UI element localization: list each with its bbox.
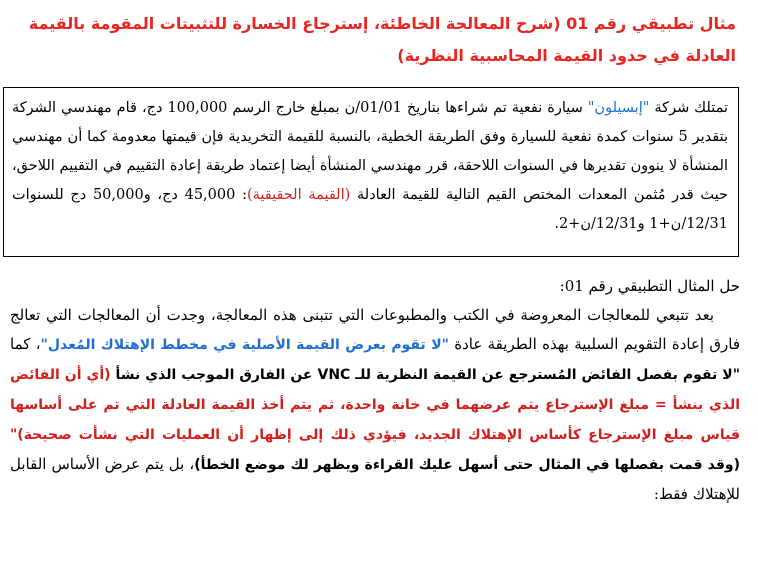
solution-text-1: بعد تتبعي للمعالجات المعروضة في الكتب والمطبوعات التي تتبنى هذه المعالجة، وجدت أن المعالجات التي تعالج فارق إعادة التقويم السلبية بهذه الطريقة عادة (10, 306, 741, 353)
problem-statement-box (3, 87, 739, 257)
solution-bold-note: (وقد قمت بفصلها في المثال حتى أسهل عليك القراءة ويظهر لك موضع الخطأ) (194, 457, 740, 473)
solution-highlight-blue: "لا تقوم بعرض القيمة الأصلية في مخطط الإهتلاك المُعدل" (40, 337, 449, 353)
solution-paragraph (10, 301, 740, 509)
solution-bold-statement: "لا تقوم بفصل الفائض المُسترجع عن القيمة النظرية للـ VNC عن الفارق الموجب الذي نشأ (115, 367, 740, 383)
solution-section (10, 272, 740, 509)
solution-text-4: ، بل يتم عرض الأساس القابل للإهتلاك فقط: (10, 455, 740, 503)
problem-text-3: : 45,000 دج، و50,000 دج للسنوات 12/31/ن+1 و12/31/ن+2. (12, 187, 728, 232)
solution-red-explanation: (أي أن الفائض الذي ينشأ = مبلغ الإسترجاع يتم عرضهما في خانة واحدة، ثم يتم أخذ القيمة العادلة التي تم على أساسها قياس مبلغ الإسترجاع كأساس الإهتلاك الجديد، فيؤدي ذلك إلى إظهار أن العمليات التي نشأت صحيحة)" (10, 367, 740, 443)
problem-text-2: سيارة نفعية تم شراءها بتاريخ 01/01/ن بمبلغ خارج الرسم 100,000 دج، قام مهندسي الشركة بتقدير 5 سنوات كمدة نفعية للسيارة وفق الطريقة الخطية، بالنسبة للقيمة التخريدية فإن قيمتها معدومة كما أن مهندسي المنشأة لا ينوون تقديرها في السنوات اللاحقة، قرر مهندسي المنشأة أيضا إعتماد طريقة إعادة التقييم في التقييم اللاحق، حيث قدر مُثمن المعدات المختص القيم التالية للقيمة العادلة (12, 100, 728, 203)
fair-value-label: (القيمة الحقيقية) (246, 187, 351, 203)
solution-heading: حل المثال التطبيقي رقم 01: (559, 277, 740, 295)
solution-text-2: ، كما (10, 335, 41, 353)
company-name: "إبسيلون" (587, 100, 650, 116)
problem-text-1: تمتلك شركة (649, 100, 728, 116)
example-title: مثال تطبيقي رقم 01 (شرح المعالجة الخاطئة، إسترجاع الخسارة للتثبيتات المقومة بالقيمة العادلة في حدود القيمة المحاسبية النظرية) (28, 14, 736, 65)
